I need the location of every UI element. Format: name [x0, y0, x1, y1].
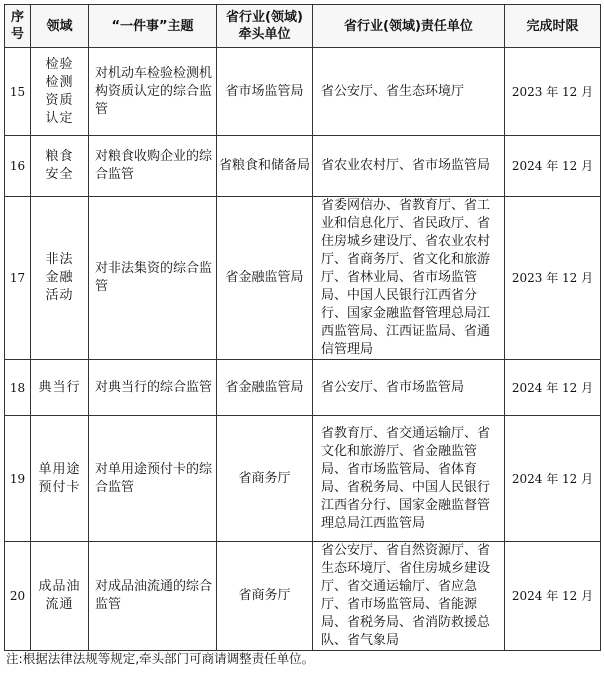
- row-no: 17: [5, 197, 31, 360]
- header-no: 序 号: [5, 5, 31, 48]
- row-lead: 省商务厅: [217, 542, 313, 651]
- row-no: 20: [5, 542, 31, 651]
- table-row: [5, 416, 601, 542]
- row-deadline: 2023 年 12 月: [505, 48, 601, 136]
- row-deadline: 2024 年 12 月: [505, 416, 601, 542]
- row-responsible: 省委网信办、省教育厅、省工业和信息化厅、省民政厅、省住房城乡建设厅、省农业农村厅、省商务厅、省文化和旅游厅、省林业局、省市场监管局、中国人民银行江西省分行、国家金融监督管理总局江西监管局、江西证监局、省通信管理局: [313, 197, 505, 360]
- row-responsible: 省教育厅、省交通运输厅、省文化和旅游厅、省金融监管局、省市场监管局、省体育局、省税务局、中国人民银行江西省分行、国家金融监督管理总局江西监管局: [313, 416, 505, 542]
- header-topic: “一件事”主题: [89, 5, 217, 48]
- row-topic: 对粮食收购企业的综合监管: [89, 136, 217, 197]
- row-responsible: 省公安厅、省市场监管局: [313, 360, 505, 416]
- row-deadline: 2024 年 12 月: [505, 136, 601, 197]
- table-row: [5, 542, 601, 651]
- supervision-table: [4, 4, 601, 651]
- header-row: [5, 5, 601, 48]
- table-row: [5, 197, 601, 360]
- row-lead: 省粮食和储备局: [217, 136, 313, 197]
- footnote: 注:根据法律法规等规定,牵头部门可商请调整责任单位。: [6, 651, 315, 666]
- header-lead: 省行业(领域) 牵头单位: [217, 5, 313, 48]
- table-row: [5, 136, 601, 197]
- row-responsible: 省公安厅、省自然资源厅、省生态环境厅、省住房城乡建设厅、省交通运输厅、省应急厅、省市场监管局、省能源局、省税务局、省消防救援总队、省气象局: [313, 542, 505, 651]
- row-topic: 对典当行的综合监管: [89, 360, 217, 416]
- row-field: 典当行: [31, 360, 89, 416]
- row-topic: 对机动车检验检测机构资质认定的综合监管: [89, 48, 217, 136]
- row-responsible: 省农业农村厅、省市场监管局: [313, 136, 505, 197]
- table-row: [5, 48, 601, 136]
- header-deadline: 完成时限: [505, 5, 601, 48]
- row-deadline: 2024 年 12 月: [505, 542, 601, 651]
- header-responsible: 省行业(领域)责任单位: [313, 5, 505, 48]
- row-field: 成品油 流通: [31, 542, 89, 651]
- row-lead: 省商务厅: [217, 416, 313, 542]
- row-lead: 省金融监管局: [217, 197, 313, 360]
- row-topic: 对单用途预付卡的综合监管: [89, 416, 217, 542]
- row-no: 19: [5, 416, 31, 542]
- row-field: 单用途 预付卡: [31, 416, 89, 542]
- table-row: [5, 360, 601, 416]
- header-field: 领域: [31, 5, 89, 48]
- row-deadline: 2024 年 12 月: [505, 360, 601, 416]
- row-field: 非法 金融 活动: [31, 197, 89, 360]
- row-topic: 对成品油流通的综合监管: [89, 542, 217, 651]
- row-lead: 省市场监管局: [217, 48, 313, 136]
- row-lead: 省金融监管局: [217, 360, 313, 416]
- row-responsible: 省公安厅、省生态环境厅: [313, 48, 505, 136]
- row-topic: 对非法集资的综合监管: [89, 197, 217, 360]
- row-no: 15: [5, 48, 31, 136]
- row-deadline: 2023 年 12 月: [505, 197, 601, 360]
- row-no: 18: [5, 360, 31, 416]
- row-field: 粮食 安全: [31, 136, 89, 197]
- row-no: 16: [5, 136, 31, 197]
- row-field: 检验 检测 资质 认定: [31, 48, 89, 136]
